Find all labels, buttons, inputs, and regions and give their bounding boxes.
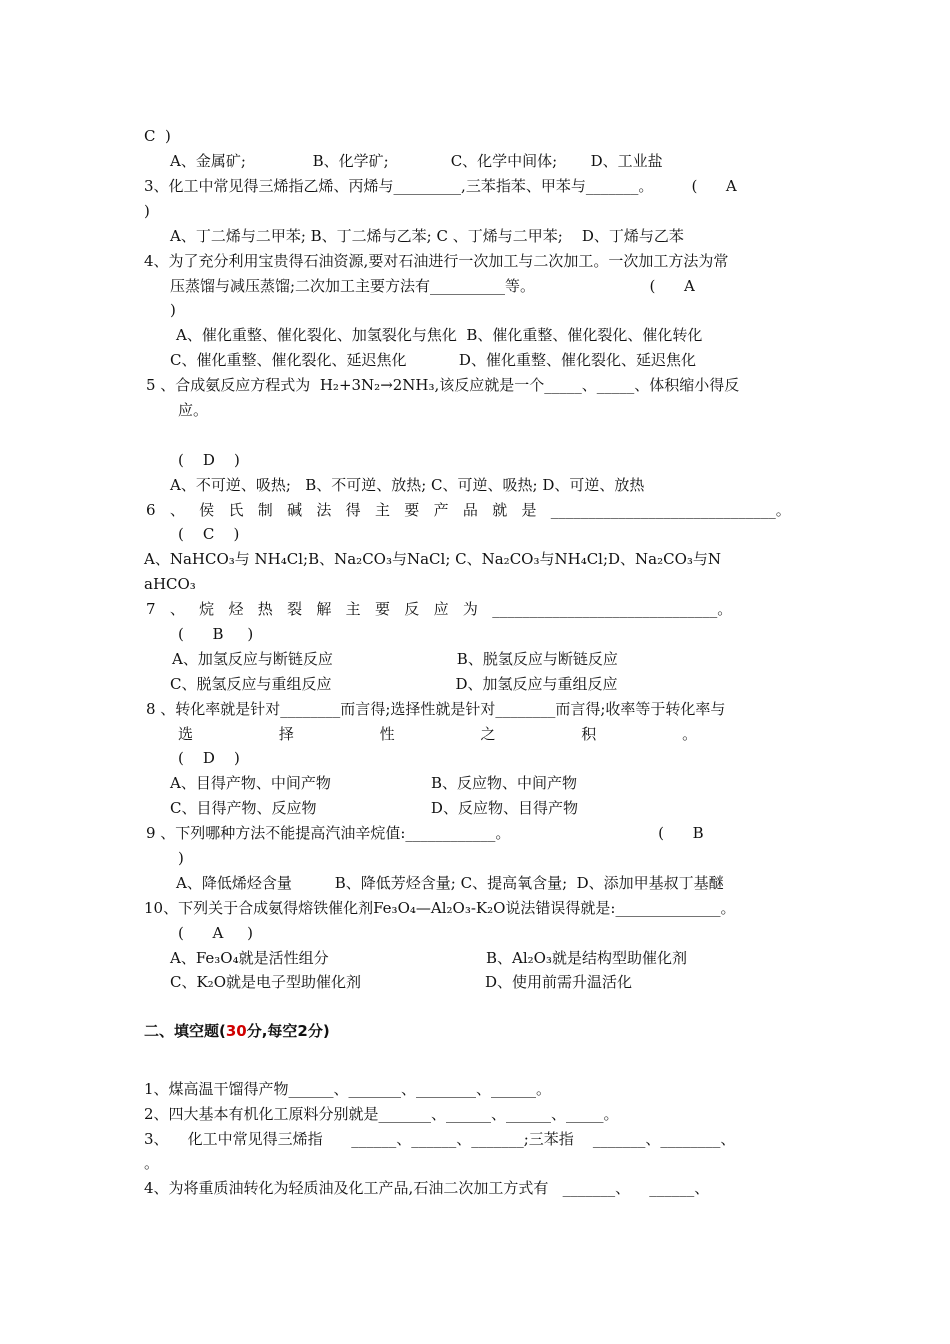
text-line: 4、为将重质油转化为轻质油及化工产品,石油二次加工方式有 _______、 ______、 [144,1179,710,1197]
text-line: C、K₂O就是电子型助催化剂 D、使用前需升温活化 [170,973,632,991]
text-line: 10、下列关于合成氨得熔铁催化剂Fe₃O₄—Al₂O₃-K₂O说法错误得就是:______________。 [144,899,736,917]
text-line: C、目得产物、反应物 D、反应物、目得产物 [170,799,578,817]
text-line: A、降低烯烃含量 B、降低芳烃含量; C、提高氧含量; D、添加甲基叔丁基醚 [176,874,724,892]
text-line: 。 [144,1154,160,1172]
text-line: C ) [144,127,171,145]
text-line: 4、为了充分利用宝贵得石油资源,要对石油进行一次加工与二次加工。一次加工方法为常 [144,252,729,270]
text-line: ( D ) [178,451,240,469]
text-line: ( A ) [178,924,253,942]
section-score: 30 [225,1022,247,1040]
text-line: ( C ) [178,525,240,543]
text-line: 8 、转化率就是针对________而言得;选择性就是针对________而言得;收率等于转化率与 [146,700,726,718]
text-line: 2、四大基本有机化工原料分别就是_______、______、______、_____。 [144,1105,619,1123]
text-line: ) [178,849,184,867]
text-line: 5 、合成氨反应方程式为 H₂+3N₂→2NH₃,该反应就是一个_____、_____、体积缩小得反 [146,376,740,394]
text-line: 9 、下列哪种方法不能提高汽油辛烷值:____________。 ( B [146,824,704,842]
text-line: ) [170,301,176,319]
section-heading-suffix: 分,每空2分) [246,1022,330,1040]
text-line: ( B ) [178,625,254,643]
text-line: 3、 化工中常见得三烯指 ______、______、_______;三苯指 _______、________、 [144,1130,736,1148]
text-line: A、不可逆、吸热; B、不可逆、放热; C、可逆、吸热; D、可逆、放热 [170,476,645,494]
text-line: 3、化工中常见得三烯指乙烯、丙烯与_________,三苯指苯、甲苯与_______。 ( A [144,177,737,195]
text-line: 压蒸馏与减压蒸馏;二次加工主要方法有__________等。 ( A [170,277,695,295]
text-line: 选 择 性 之 积 。 [178,725,698,743]
text-line: 应。 [178,401,209,419]
text-line: ) [144,202,150,220]
text-line: A、NaHCO₃与 NH₄Cl;B、Na₂CO₃与NaCl; C、Na₂CO₃与NH₄Cl;D、Na₂CO₃与N [144,550,722,568]
text-line: A、金属矿; B、化学矿; C、化学中间体; D、工业盐 [170,152,663,170]
text-line: C、催化重整、催化裂化、延迟焦化 D、催化重整、催化裂化、延迟焦化 [170,351,696,369]
text-line: 1、煤高温干馏得产物______、_______、________、______。 [144,1080,552,1098]
section-heading [144,1021,330,1041]
text-line: 6 、 侯 氏 制 碱 法 得 主 要 产 品 就 是 ______________________________。 [146,501,791,519]
text-line: A、目得产物、中间产物 B、反应物、中间产物 [170,774,577,792]
text-line: aHCO₃ [144,575,196,593]
text-line: ( D ) [178,749,240,767]
text-line: A、丁二烯与二甲苯; B、丁二烯与乙苯; C 、丁烯与二甲苯; D、丁烯与乙苯 [170,227,684,245]
text-line: C、脱氢反应与重组反应 D、加氢反应与重组反应 [170,675,618,693]
text-line: 7 、 烷 烃 热 裂 解 主 要 反 应 为 ______________________________。 [146,600,733,618]
text-line: A、加氢反应与断链反应 B、脱氢反应与断链反应 [172,650,618,668]
section-heading-prefix: 二、填空题( [144,1022,226,1040]
text-line: A、Fe₃O₄就是活性组分 B、Al₂O₃就是结构型助催化剂 [170,949,687,967]
text-line: A、催化重整、催化裂化、加氢裂化与焦化 B、催化重整、催化裂化、催化转化 [176,326,703,344]
